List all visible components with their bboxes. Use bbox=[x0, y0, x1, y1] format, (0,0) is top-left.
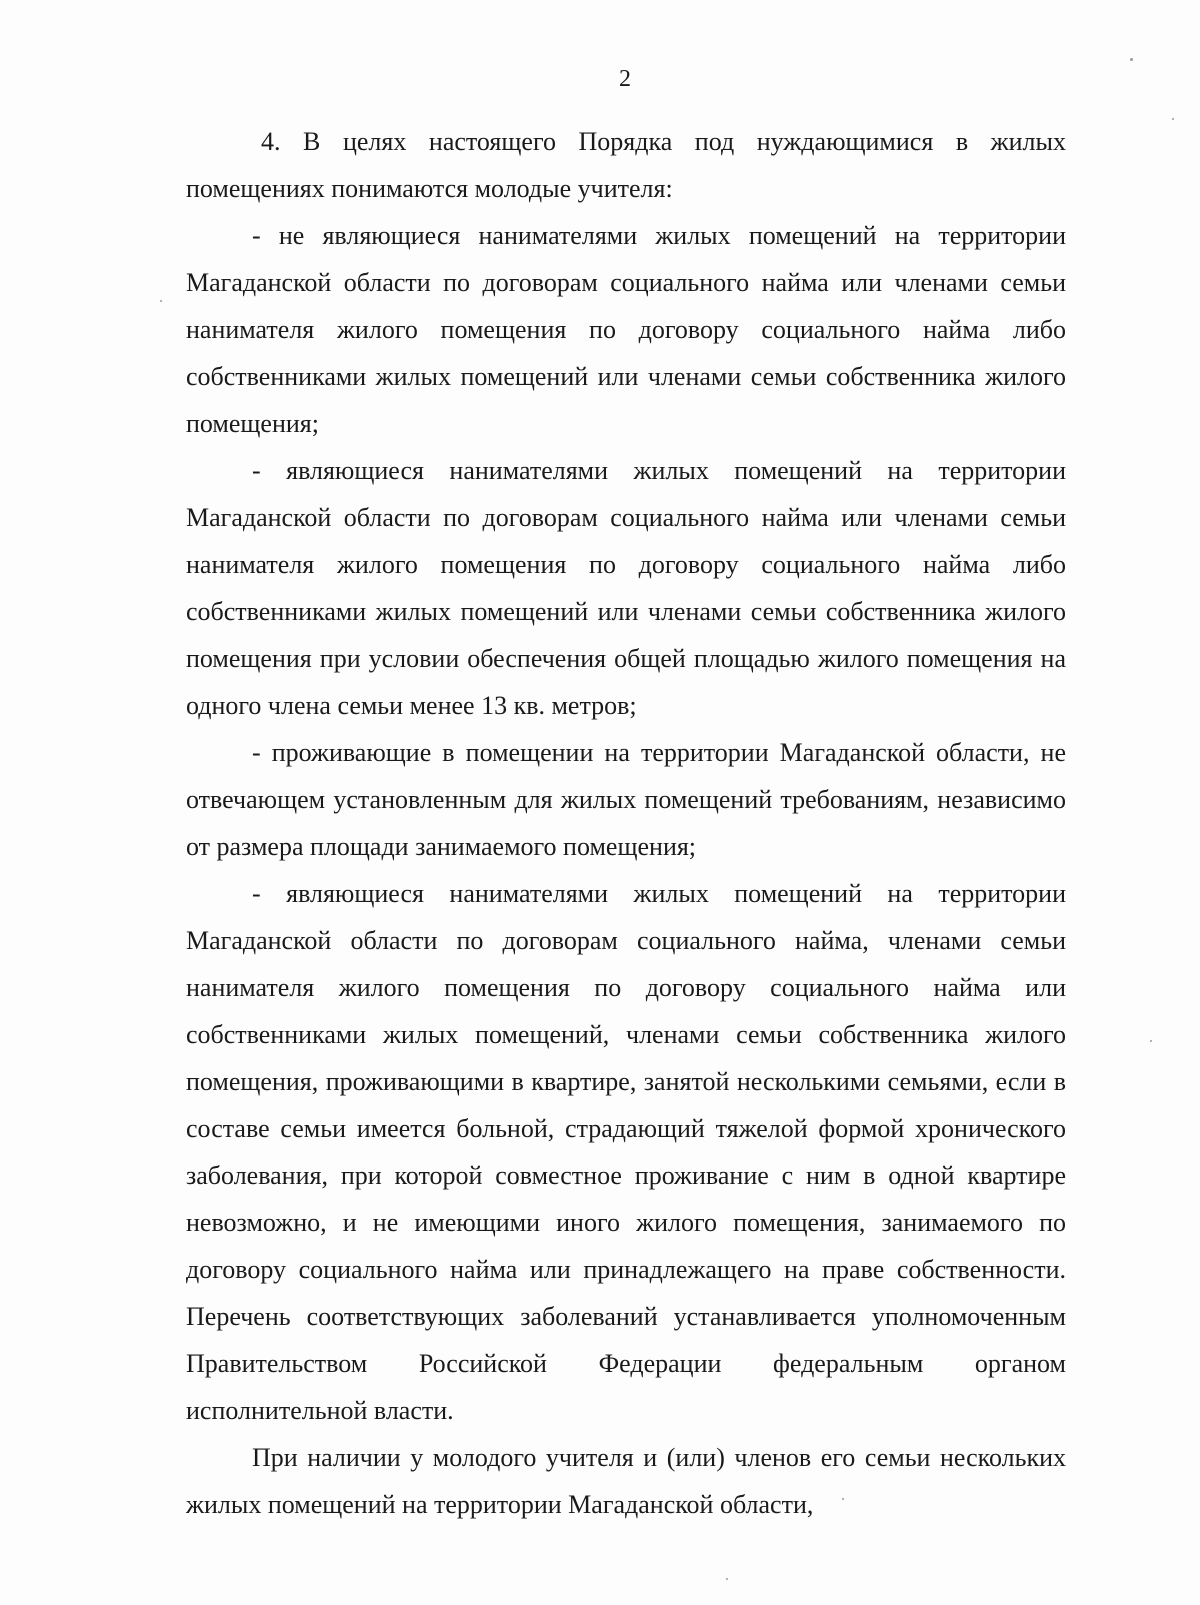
paragraph-item-2: - являющиеся нанимателями жилых помещений на территории Магаданской области по договорам социального найма или членами семьи нанимателя жилого помещения по договору социального найма либо собственниками жилых помещений или членами семьи собственника жилого помещения при условии обеспечения общей площадью жилого помещения на одного члена семьи менее 13 кв. метров; bbox=[186, 456, 1066, 720]
scan-speck bbox=[1150, 1040, 1152, 1042]
scan-speck bbox=[160, 300, 162, 302]
document-body bbox=[186, 118, 1066, 1528]
paragraph-item-3: - проживающие в помещении на территории Магаданской области, не отвечающем установленным для жилых помещений требованиям, независимо от размера площади занимаемого помещения; bbox=[186, 738, 1066, 861]
paragraph-item-4: - являющиеся нанимателями жилых помещений на территории Магаданской области по договорам социального найма, членами семьи нанимателя жилого помещения по договору социального найма или собственниками жилых помещений, членами семьи собственника жилого помещения, проживающими в квартире, занятой несколькими семьями, если в составе семьи имеется больной, страдающий тяжелой формой хронического заболевания, при которой совместное проживание с ним в одной квартире невозможно, и не имеющими иного жилого помещения, занимаемого по договору социального найма или принадлежащего на праве собственности. Перечень соответствующих заболеваний устанавливается уполномоченным Правительством Российской Федерации федеральным органом исполнительной власти. bbox=[186, 879, 1066, 1425]
paragraph-item-1: - не являющиеся нанимателями жилых помещений на территории Магаданской области по договорам социального найма или членами семьи нанимателя жилого помещения по договору социального найма либо собственниками жилых помещений или членами семьи собственника жилого помещения; bbox=[186, 221, 1066, 438]
page-number: 2 bbox=[619, 66, 631, 92]
scan-speck bbox=[726, 1578, 728, 1580]
paragraph-continuation: При наличии у молодого учителя и (или) членов его семьи нескольких жилых помещений на территории Магаданской области, bbox=[186, 1443, 1066, 1519]
scan-speck bbox=[842, 1498, 844, 1500]
paragraph-definition: 4. В целях настоящего Порядка под нуждающимися в жилых помещениях понимаются молодые учителя: bbox=[186, 127, 1066, 203]
scan-speck bbox=[1130, 58, 1133, 61]
scan-speck bbox=[1172, 118, 1174, 120]
